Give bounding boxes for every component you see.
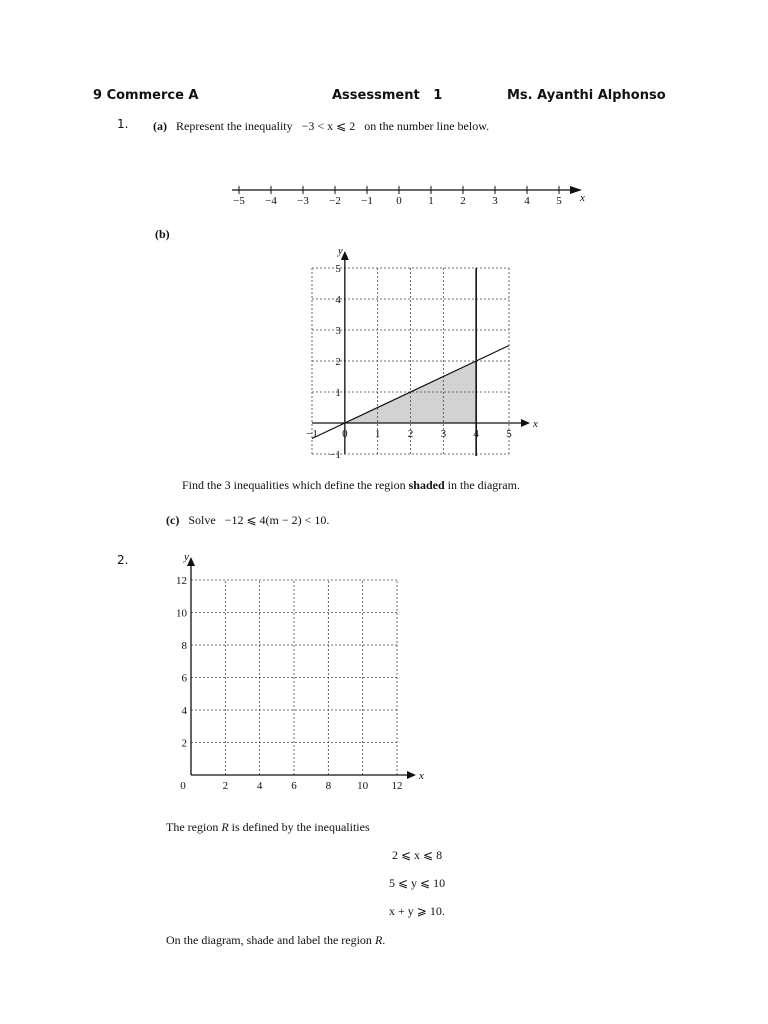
x-tick-label: 1 [374, 428, 381, 440]
part-a-label: (a) [153, 119, 167, 133]
class-name: 9 Commerce A [93, 88, 199, 103]
assessment-label: Assessment [332, 88, 420, 103]
x-axis-arrow [521, 419, 530, 427]
question-1b-label: (b) [155, 227, 170, 241]
x-tick-label: 2 [407, 428, 414, 440]
numberline-tick-label: 3 [492, 195, 498, 207]
numberline-tick-label: −4 [265, 195, 277, 207]
x-axis-label: x [533, 418, 538, 430]
assessment-number: 1 [433, 88, 443, 103]
question-2-number: 2. [117, 553, 129, 567]
x-tick-label: 4 [256, 780, 263, 792]
y-tick-label: 10 [176, 607, 187, 620]
question-1b-instruction: Find the 3 inequalities which define the region shaded in the diagram. [182, 478, 520, 492]
x-tick-label: 2 [222, 780, 229, 792]
x-tick-label: 5 [506, 428, 512, 440]
y-tick-label: 4 [335, 294, 341, 306]
part-c-expression: −12 ⩽ 4(m − 2) < 10. [224, 513, 330, 527]
y-tick-label: 2 [335, 356, 341, 368]
x-tick-label: 10 [357, 780, 369, 792]
y-tick-label: 2 [181, 737, 187, 750]
numberline-tick-label: 2 [460, 195, 466, 207]
part-a-inequality: −3 < x ⩽ 2 [301, 119, 356, 133]
y-tick-label: 8 [181, 640, 187, 652]
numberline-tick-label: 4 [524, 195, 530, 207]
graph-2 [160, 550, 430, 800]
y-axis-label: y [184, 551, 189, 563]
y-tick-label: 1 [335, 387, 341, 399]
inequality-3: x + y ⩾ 10. [389, 904, 445, 918]
y-tick-label: 12 [176, 575, 187, 587]
teacher-name: Ms. Ayanthi Alphonso [507, 88, 666, 103]
question-1c [166, 513, 329, 528]
numberline-tick-label: −5 [233, 195, 245, 207]
part-a-suffix: on the number line below. [364, 119, 490, 133]
assessment-title [332, 88, 442, 103]
x-tick-label: −1 [306, 428, 318, 440]
y-tick-label: −1 [329, 449, 341, 461]
numberline-tick-label: −1 [361, 195, 373, 207]
graph-1b [290, 236, 540, 464]
y-tick-label: 4 [181, 705, 187, 717]
x-tick-label: 3 [440, 428, 447, 440]
part-c-verb: Solve [188, 513, 216, 527]
numberline-tick-label: 1 [428, 195, 434, 207]
numberline-tick-label: −2 [329, 195, 341, 207]
part-c-label: (c) [166, 513, 180, 527]
y-axis-label: y [337, 245, 343, 257]
x-tick-label: 0 [180, 780, 186, 792]
numberline-axis-label: x [580, 192, 585, 204]
x-axis-label: x [419, 770, 424, 782]
x-tick-label: 8 [325, 780, 332, 792]
question-1a [153, 119, 489, 134]
x-tick-label: 0 [342, 428, 348, 440]
question-2-final: On the diagram, shade and label the region R. [166, 933, 386, 947]
x-tick-label: 4 [473, 428, 479, 440]
part-a-prefix: Represent the inequality [176, 119, 293, 133]
numberline-tick-label: 5 [556, 195, 562, 207]
numberline-tick-label: −3 [297, 195, 309, 207]
x-tick-label: 12 [391, 780, 403, 792]
question-2-intro: The region R is defined by the inequalities [166, 820, 370, 834]
y-tick-label: 3 [335, 325, 341, 337]
x-tick-label: 6 [291, 780, 297, 792]
number-line [220, 178, 600, 210]
inequality-1: 2 ⩽ x ⩽ 8 [392, 848, 443, 862]
x-axis-arrow [407, 771, 416, 779]
inequality-2: 5 ⩽ y ⩽ 10 [389, 876, 446, 890]
question-1-number: 1. [117, 117, 129, 131]
y-tick-label: 6 [181, 672, 187, 685]
numberline-tick-label: 0 [396, 195, 402, 207]
y-tick-label: 5 [335, 263, 341, 275]
